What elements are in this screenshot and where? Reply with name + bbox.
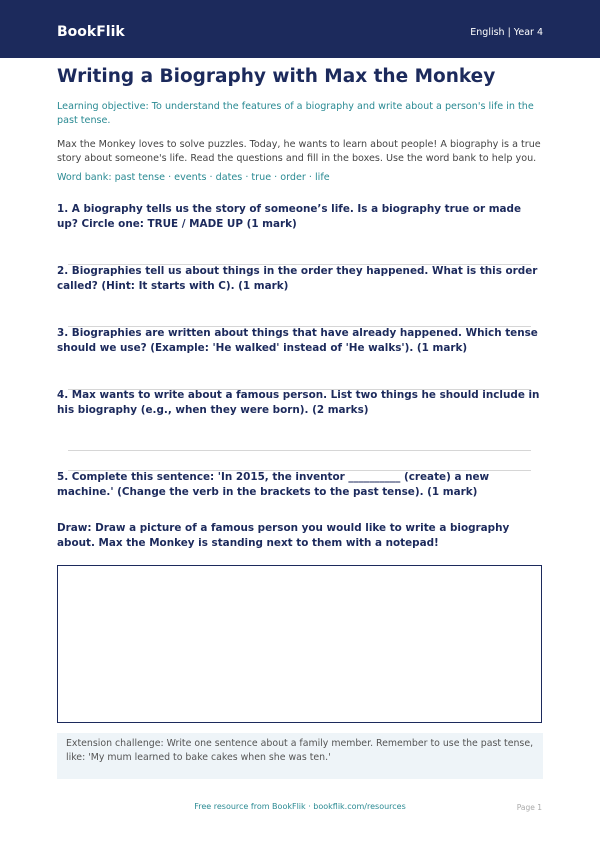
worksheet-title: Writing a Biography with Max the Monkey bbox=[57, 66, 496, 87]
question-1: 1. A biography tells us the story of someone’s life. Is a biography true or made up? Circle one: TRUE / MADE UP (1 mark) bbox=[57, 203, 522, 230]
word-bank: Word bank: past tense · events · dates · true · order · life bbox=[57, 172, 330, 183]
question-5: 5. Complete this sentence: 'In 2015, the inventor __________ (create) a new machine.' (Change the verb in the brackets to the past tense). (1 mark) bbox=[57, 471, 490, 498]
footer-text: Free resource from BookFlik · bookflik.com/resources bbox=[194, 802, 406, 811]
question-3: 3. Biographies are written about things that have already happened. Which tense should we use? (Example: 'He walked' instead of 'He walks'). (1 mark) bbox=[57, 327, 538, 354]
header-bar bbox=[0, 0, 600, 58]
page-number: Page 1 bbox=[516, 803, 542, 812]
draw-task: Draw: Draw a picture of a famous person you would like to write a biography about. Max the Monkey is standing next to them with a notepad! bbox=[57, 522, 510, 549]
drawing-box[interactable] bbox=[57, 565, 542, 723]
brand-logo: BookFlik bbox=[57, 24, 125, 40]
intro-text: Max the Monkey loves to solve puzzles. Today, he wants to learn about people! A biography is a true story about someone's life. Read the questions and fill in the boxes. Use the word bank to help you. bbox=[57, 139, 541, 164]
subject-year-label: English | Year 4 bbox=[470, 27, 543, 38]
answer-line-4a[interactable] bbox=[68, 450, 531, 451]
question-2: 2. Biographies tell us about things in the order they happened. What is this order called? (Hint: It starts with C). (1 mark) bbox=[57, 265, 538, 292]
learning-objective: Learning objective: To understand the features of a biography and write about a person's life in the past tense. bbox=[57, 101, 534, 126]
question-4: 4. Max wants to write about a famous person. List two things he should include in his biography (e.g., when they were born). (2 marks) bbox=[57, 389, 540, 416]
extension-challenge: Extension challenge: Write one sentence about a family member. Remember to use the past tense, like: 'My mum learned to bake cakes when she was ten.' bbox=[57, 733, 543, 779]
